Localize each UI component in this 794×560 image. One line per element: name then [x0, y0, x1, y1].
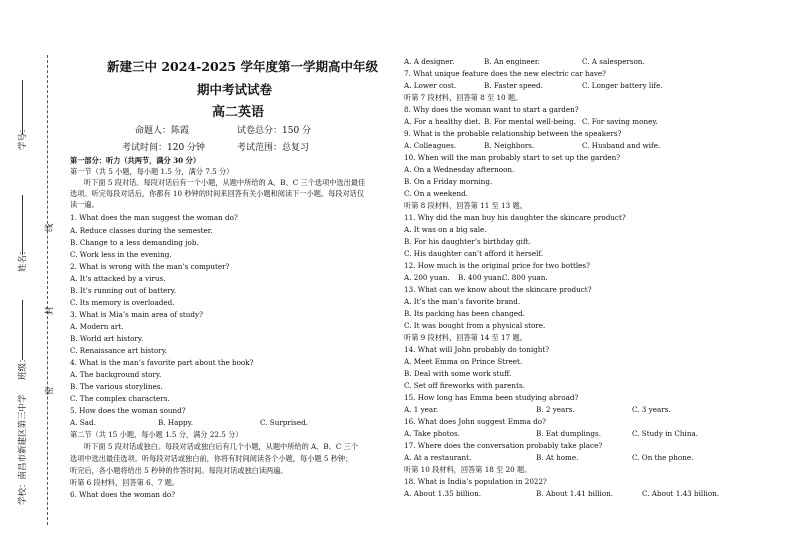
q8-option-a: A. For a healthy diet. [404, 117, 481, 126]
q11-option-c: C. His daughter can’t afford it herself. [404, 249, 544, 258]
q11-option-a: A. It was on a big sale. [404, 225, 487, 234]
question-17: 17. Where does the conversation probably take place? [404, 441, 603, 450]
sec2-instr-line2: 选项中选出最佳选项。听每段对话或独白前，你将有时间阅读各个小题，每小题 5 秒钟； [70, 454, 353, 463]
q4-option-c: C. The complex characters. [70, 394, 170, 403]
q2-option-c: C. Its memory is overloaded. [70, 298, 175, 307]
q6-option-b: B. An engineer. [484, 57, 540, 66]
material-7-heading: 听第 7 段材料，回答第 8 至 10 题。 [404, 93, 523, 102]
question-7: 7. What unique feature does the new electric car have? [404, 69, 607, 78]
q6-option-c: C. A salesperson. [582, 57, 645, 66]
q2-option-b: B. It’s running out of battery. [70, 286, 177, 295]
material-9-heading: 听第 9 段材料，回答第 14 至 17 题。 [404, 333, 527, 342]
name-underline [22, 195, 23, 255]
q2-option-a: A. It’s attacked by a virus. [70, 274, 166, 283]
question-15: 15. How long has Emma been studying abroad? [404, 393, 579, 402]
class-underline [22, 300, 23, 360]
q17-option-a: A. At a restaurant. [404, 453, 472, 462]
question-11: 11. Why did the man buy his daughter the skincare product? [404, 213, 626, 222]
q5-option-c: C. Surprised. [260, 418, 308, 427]
q4-option-a: A. The background story. [70, 370, 162, 379]
exam-time: 考试时间：120 分钟 [122, 143, 206, 153]
exam-range: 考试范围：总复习 [237, 143, 310, 153]
q5-option-a: A. Sad. [70, 418, 96, 427]
binding-dashed-line [47, 55, 48, 525]
q13-option-c: C. It was bought from a physical store. [404, 321, 546, 330]
seal-char-mi: 密 [45, 386, 55, 395]
q7-option-a: A. Lower cost. [404, 81, 457, 90]
q18-option-c: C. About 1.43 billion. [642, 489, 720, 498]
sec1-instr-line1: 听下面 5 段对话。每段对话后有一个小题，从题中所给的 A、B、C 三个选项中选出最佳 [84, 178, 366, 187]
sec2-instr-line3: 听完后，各小题将给出 5 秒钟的作答时间。每段对话或独白读两遍。 [70, 466, 288, 475]
q4-option-b: B. The various storylines. [70, 382, 163, 391]
q14-option-a: A. Meet Emma on Prince Street. [404, 357, 523, 366]
q16-option-a: A. Take photos. [404, 429, 460, 438]
q15-option-a: A. 1 year. [404, 405, 439, 414]
exam-total-score: 试卷总分：150 分 [237, 126, 312, 136]
id-underline [22, 80, 23, 135]
id-label: 学号： [18, 124, 28, 150]
question-13: 13. What can we know about the skincare product? [404, 285, 592, 294]
question-5: 5. How does the woman sound? [70, 406, 186, 415]
sec1-heading: 第一节（共 5 小题，每小题 1.5 分，满分 7.5 分） [70, 167, 234, 176]
question-14: 14. What will John probably do tonight? [404, 345, 550, 354]
q9-option-a: A. Colleagues. [404, 141, 457, 150]
q10-option-b: B. On a Friday morning. [404, 177, 493, 186]
q18-option-b: B. About 1.41 billion. [536, 489, 614, 498]
q12-option-a: A. 200 yuan. [404, 273, 450, 282]
q7-option-c: C. Longer battery life. [582, 81, 663, 90]
q12-option-c: C. 800 yuan. [502, 273, 548, 282]
q13-option-b: B. Its packing has been changed. [404, 309, 525, 318]
q5-option-b: B. Happy. [158, 418, 193, 427]
question-18: 18. What is India’s population in 2022? [404, 477, 547, 486]
material-6-heading: 听第 6 段材料，回答第 6、7 题。 [70, 478, 180, 487]
question-3: 3. What is Mia’s main area of study? [70, 310, 203, 319]
name-label: 姓名： [18, 246, 28, 272]
question-2: 2. What is wrong with the man’s computer? [70, 262, 230, 271]
q16-option-c: C. Study in China. [632, 429, 699, 438]
q9-option-b: B. Neighbors. [484, 141, 535, 150]
question-8: 8. Why does the woman want to start a garden? [404, 105, 579, 114]
sec2-instr-line1: 听下面 5 段对话或独白。每段对话或独白后有几个小题，从题中所给的 A、B、C 三个 [84, 442, 359, 451]
q3-option-b: B. World art history. [70, 334, 144, 343]
sec2-heading: 第二节（共 15 小题，每小题 1.5 分，满分 22.5 分） [70, 430, 243, 439]
exam-subject: 高二英语 [212, 105, 265, 120]
sec1-instr-line2: 选项。听完每段对话后，你都有 10 秒钟的时间来回答有关小题和阅读下一小题。每段对话仅 [70, 189, 365, 198]
q15-option-c: C. 3 years. [632, 405, 671, 414]
question-1: 1. What does the man suggest the woman do? [70, 213, 238, 222]
material-8-heading: 听第 8 段材料，回答第 11 至 13 题。 [404, 201, 527, 210]
q16-option-b: B. Eat dumplings. [536, 429, 602, 438]
material-10-heading: 听第 10 段材料，回答第 18 至 20 题。 [404, 465, 532, 474]
q9-option-c: C. Husband and wife. [582, 141, 661, 150]
q13-option-a: A. It’s the man’s favorite brand. [404, 297, 521, 306]
question-6: 6. What does the woman do? [70, 490, 176, 499]
q14-option-b: B. Deal with some work stuff. [404, 369, 512, 378]
class-label: 班级： [18, 354, 28, 380]
exam-title-line1: 新建三中 2024-2025 学年度第一学期高中年级 [107, 59, 378, 74]
q8-option-b: B. For mental well-being. [484, 117, 577, 126]
exam-author: 命题人：陈霞 [135, 126, 190, 136]
q1-option-a: A. Reduce classes during the semester. [70, 226, 213, 235]
q15-option-b: B. 2 years. [536, 405, 575, 414]
q3-option-a: A. Modern art. [70, 322, 124, 331]
q8-option-c: C. For saving money. [582, 117, 658, 126]
question-16: 16. What does John suggest Emma do? [404, 417, 546, 426]
seal-char-xian: 线 [45, 223, 55, 232]
q1-option-b: B. Change to a less demanding job. [70, 238, 199, 247]
q18-option-a: A. About 1.35 billion. [404, 489, 482, 498]
seal-char-feng: 封 [45, 306, 55, 315]
q17-option-b: B. At home. [536, 453, 579, 462]
q3-option-c: C. Renaissance art history. [70, 346, 168, 355]
q12-option-b: B. 400 yuan. [458, 273, 504, 282]
q1-option-c: C. Work less in the evening. [70, 250, 172, 259]
question-10: 10. When will the man probably start to set up the garden? [404, 153, 621, 162]
question-12: 12. How much is the original price for two bottles? [404, 261, 590, 270]
q14-option-c: C. Set off fireworks with parents. [404, 381, 525, 390]
q11-option-b: B. For his daughter’s birthday gift. [404, 237, 531, 246]
sec1-instr-line3: 读一遍。 [70, 200, 99, 209]
exam-title-line2: 期中考试试卷 [197, 82, 273, 97]
q6-option-a: A. A designer. [404, 57, 455, 66]
school-label: 学校：南昌市新建区第三中学 [18, 394, 28, 505]
part1-heading: 第一部分：听力（共两节，满分 30 分） [70, 156, 201, 165]
question-9: 9. What is the probable relationship between the speakers? [404, 129, 622, 138]
q17-option-c: C. On the phone. [632, 453, 694, 462]
question-4: 4. What is the man’s favorite part about the book? [70, 358, 254, 367]
q7-option-b: B. Faster speed. [484, 81, 543, 90]
q10-option-c: C. On a weekend. [404, 189, 468, 198]
q10-option-a: A. On a Wednesday afternoon. [404, 165, 515, 174]
